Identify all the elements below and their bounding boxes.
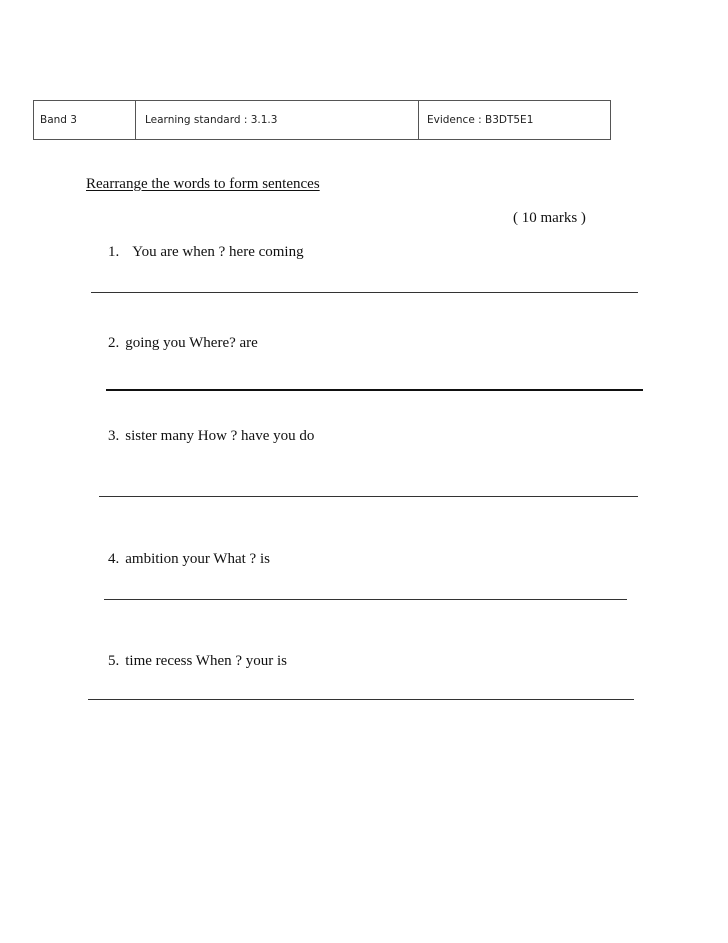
answer-line-3[interactable] xyxy=(99,496,638,497)
question-number: 1. xyxy=(108,244,120,260)
question-text: sister many How ? have you do xyxy=(125,428,315,444)
band-cell: Band 3 xyxy=(34,101,136,139)
marks-label: ( 10 marks ) xyxy=(513,210,586,226)
header-table xyxy=(33,100,611,140)
question-3 xyxy=(108,428,314,445)
learning-standard-cell: Learning standard : 3.1.3 xyxy=(136,101,419,139)
question-text: You are when ? here coming xyxy=(132,244,304,260)
question-text: time recess When ? your is xyxy=(125,653,288,669)
answer-line-2[interactable] xyxy=(106,389,643,391)
evidence-cell: Evidence : B3DT5E1 xyxy=(427,114,534,126)
question-number: 2. xyxy=(108,335,120,351)
question-4 xyxy=(108,551,270,568)
question-number: 5. xyxy=(108,653,120,669)
question-number: 3. xyxy=(108,428,120,444)
question-5 xyxy=(108,653,287,670)
instruction-heading: Rearrange the words to form sentences xyxy=(86,176,320,192)
answer-line-1[interactable] xyxy=(91,292,638,293)
question-number: 4. xyxy=(108,551,120,567)
question-2 xyxy=(108,335,258,352)
question-1 xyxy=(108,244,304,261)
answer-line-4[interactable] xyxy=(104,599,627,600)
question-text: going you Where? are xyxy=(125,335,258,351)
question-text: ambition your What ? is xyxy=(125,551,270,567)
answer-line-5[interactable] xyxy=(88,699,634,700)
